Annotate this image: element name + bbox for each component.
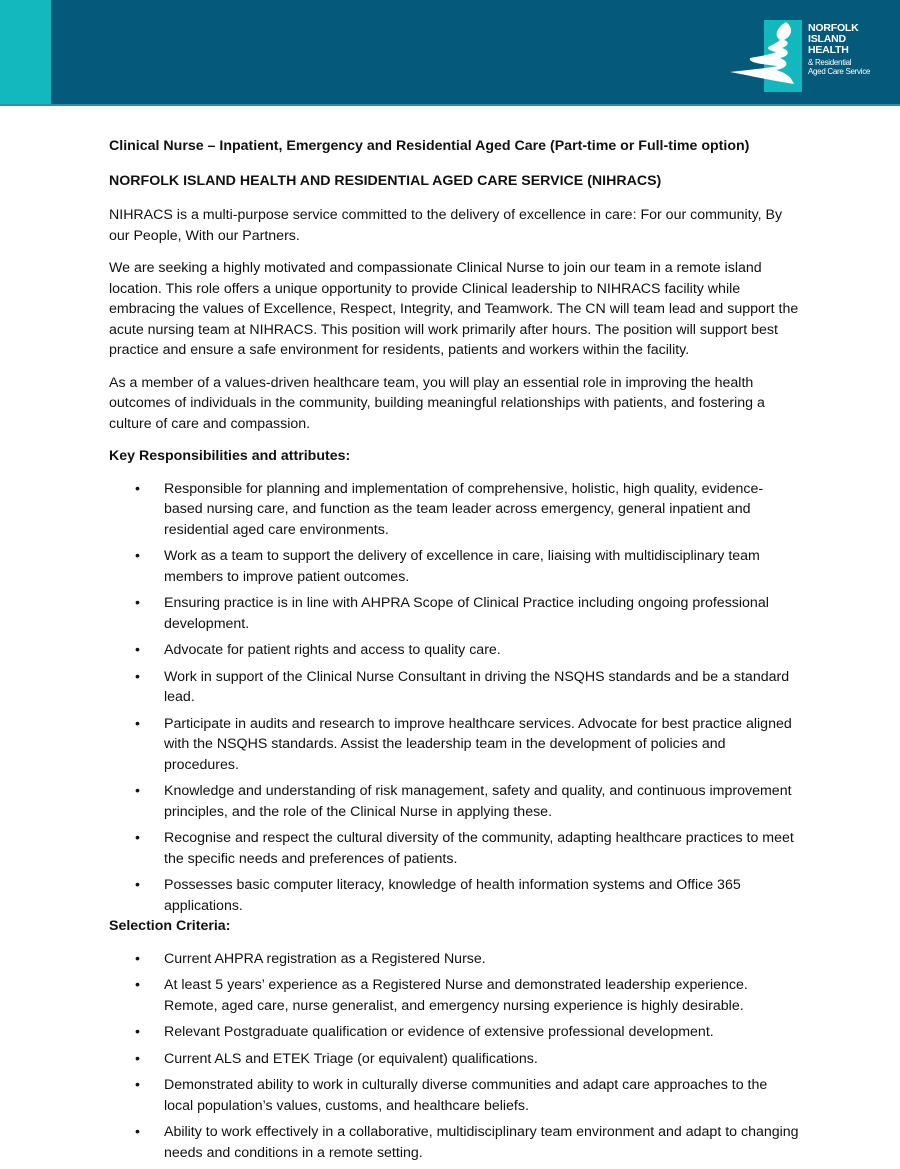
list-item: • Advocate for patient rights and access to quality care. <box>109 640 799 661</box>
list-item: • Relevant Postgraduate qualification or evidence of extensive professional development. <box>109 1022 799 1043</box>
bullet-icon: • <box>135 668 140 685</box>
list-item: • Work in support of the Clinical Nurse Consultant in driving the NSQHS standards and be a standard lead. <box>135 668 790 705</box>
bullet-icon: • <box>135 877 140 893</box>
responsibilities-heading: Key Responsibilities and attributes: <box>109 448 351 464</box>
values-paragraph: As a member of a values-driven healthcare team, you will play an essential role in improving the health outcomes of individuals in the community, building meaningful relationships with patients, and fostering a culture of care and compassion. <box>109 374 765 432</box>
logo-line-2: ISLAND <box>808 33 846 45</box>
list-item: • Current AHPRA registration as a Registered Nurse. <box>109 949 799 970</box>
list-item: • Participate in audits and research to improve healthcare services. Advocate for best practice aligned with the NSQHS standards. Assist the leadership team in the development of policies and procedures. <box>135 715 792 773</box>
responsibilities-list <box>109 479 799 917</box>
list-item: • Ensuring practice is in line with AHPRA Scope of Clinical Practice including ongoing professional development. <box>135 595 769 632</box>
bullet-icon: • <box>135 783 140 799</box>
bullet-icon: • <box>135 548 140 564</box>
list-item: • Demonstrated ability to work in culturally diverse communities and adapt care approaches to the local population’s values, customs, and healthcare beliefs. <box>135 1077 768 1114</box>
bullet-icon: • <box>135 977 140 993</box>
list-item: • Possesses basic computer literacy, knowledge of health information systems and Office 365 applications. <box>135 877 741 914</box>
bullet-icon: • <box>135 950 140 967</box>
job-title: Clinical Nurse – Inpatient, Emergency and Residential Aged Care (Part-time or Full-time option) <box>109 138 750 154</box>
bullet-icon: • <box>135 715 140 732</box>
bullet-icon: • <box>135 1077 140 1093</box>
logo-sub-1: & Residential <box>808 58 852 67</box>
logo-line-3: HEALTH <box>808 44 849 56</box>
list-item: • Recognise and respect the cultural diversity of the community, adapting healthcare practices to meet the specific needs and preferences of patients. <box>135 830 794 867</box>
selection-criteria-heading: Selection Criteria: <box>109 918 231 934</box>
role-description-paragraph: We are seeking a highly motivated and compassionate Clinical Nurse to join our team in a remote island location. This role offers a unique opportunity to provide Clinical leadership to NIHRACS facility while embracing the values of Excellence, Respect, Integrity, and Teamwork. The CN will team lead and support the acute nursing team at NIHRACS. This position will work primarily after hours. The position will support best practice and ensure a safe environment for residents, patients and workers within the facility. <box>109 260 799 358</box>
intro-paragraph: NIHRACS is a multi-purpose service committed to the delivery of excellence in care: For our community, By our People, With our Partners. <box>109 207 783 244</box>
logo-line-1: NORFOLK <box>808 22 859 34</box>
bullet-icon: • <box>135 830 140 846</box>
logo-sub-2: Aged Care Service <box>808 67 871 76</box>
list-item: • Ability to work effectively in a collaborative, multidisciplinary team environment and adapt to changing needs and conditions in a remote setting. <box>135 1124 799 1161</box>
bullet-icon: • <box>135 642 140 658</box>
organization-heading: NORFOLK ISLAND HEALTH AND RESIDENTIAL AGED CARE SERVICE (NIHRACS) <box>109 172 662 189</box>
header-accent-stripe <box>0 0 51 106</box>
bullet-icon: • <box>135 595 140 611</box>
header-divider <box>0 104 900 106</box>
bullet-icon: • <box>135 1024 140 1040</box>
header-banner <box>0 0 900 106</box>
list-item: • Responsible for planning and implementation of comprehensive, holistic, high quality, evidence-based nursing care, and function as the team leader across emergency, general inpatient and residential aged care environments. <box>135 480 764 538</box>
bullet-icon: • <box>135 480 140 497</box>
document-body <box>109 136 799 1169</box>
list-item: • Work as a team to support the delivery of excellence in care, liaising with multidisciplinary team members to improve patient outcomes. <box>135 548 760 585</box>
bullet-icon: • <box>135 1124 140 1140</box>
bullet-icon: • <box>135 1050 140 1067</box>
list-item: • Knowledge and understanding of risk management, safety and quality, and continuous improvement principles, and the role of the Clinical Nurse in applying these. <box>135 783 792 820</box>
selection-criteria-list <box>109 949 799 1164</box>
logo-swirl-icon <box>728 18 808 94</box>
list-item: • Current ALS and ETEK Triage (or equivalent) qualifications. <box>109 1049 799 1070</box>
list-item: • At least 5 years’ experience as a Registered Nurse and demonstrated leadership experience. Remote, aged care, nurse generalist, and emergency nursing experience is highly desirable. <box>135 977 748 1014</box>
norfolk-island-health-logo <box>728 18 888 94</box>
